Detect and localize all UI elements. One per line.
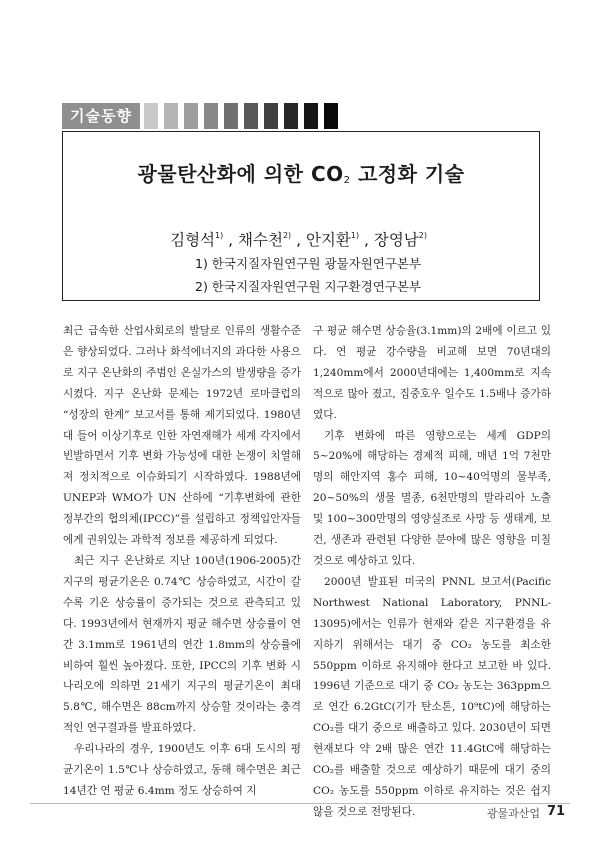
section-label: 기술동향 — [62, 103, 140, 129]
affiliation-2: 2) 한국지질자원연구원 지구환경연구본부 — [195, 279, 422, 294]
author-name: 장영남 — [373, 231, 419, 249]
author-affiliation-mark: 2) — [418, 231, 427, 240]
page-number: 71 — [547, 804, 566, 819]
decorative-square — [304, 103, 318, 129]
paragraph: 최근 지구 온난화로 지난 100년(1906-2005)간 지구의 평균기온은 0.74℃ 상승하였고, 시간이 갈수록 기온 상승률이 증가되는 것으로 관측되고 있다. 1993년에서 현재까지 평균 해수면 상승률이 연간 3.1mm로 1961년의 연간 1.8mm의 상승률에 비하여 훨씬 높아졌다. 또한, IPCC의 기후 변화 시나리오에 의하면 21세기 지구의 평균기온이 최대 5.8℃, 해수면은 88cm까지 상승할 것이라는 충격적인 연구결과를 발표하였다. — [63, 554, 301, 735]
author-list — [170, 228, 427, 250]
decorative-square — [204, 103, 218, 129]
author-separator: , — [291, 231, 306, 249]
decorative-square — [284, 103, 298, 129]
paragraph: 우리나라의 경우, 1900년도 이후 6대 도시의 평균기온이 1.5℃나 상승하였고, 동해 해수면은 최근 14년간 연 평균 6.4mm 정도 상승하여 지 — [63, 743, 301, 797]
affiliation-1: 1) 한국지질자원연구원 광물자원연구본부 — [195, 256, 422, 271]
author-affiliation-mark: 1) — [215, 231, 224, 240]
author-affiliation-mark: 1) — [350, 231, 360, 240]
author-affiliation-mark: 2) — [282, 231, 292, 240]
decorative-square — [264, 103, 278, 129]
paragraph: 기후 변화에 따른 영향으로는 세계 GDP의 5~20%에 해당하는 경제적 피해, 매년 1억 7천만명의 해안지역 홍수 피해, 10~40억명의 물부족, 20~50%의 생물 멸종, 6천만명의 말라리아 노출 및 100~300만명의 영양실조로 사망 등 생태계, 보건, 생존과 관련된 다양한 분야에 많은 영향을 미칠 것으로 예상하고 있다. — [313, 429, 551, 567]
footer-journal-name: 광물과산업 — [486, 807, 540, 820]
body-column-left — [63, 321, 301, 802]
decorative-square — [184, 103, 198, 129]
paragraph: 구 평균 해수면 상승율(3.1mm)의 2배에 이르고 있다. 연 평균 강수량을 비교해 보면 70년대의 1,240mm에서 2000년대에는 1,400mm로 지속적으로 많아 졌고, 집중호우 일수도 1.5배나 증가하였다. — [313, 325, 551, 421]
title-box — [62, 131, 540, 301]
decorative-square — [244, 103, 258, 129]
paragraph: 최근 급속한 산업사회로의 발달로 인류의 생활수준은 향상되었다. 그러나 화석에너지의 과다한 사용으로 지구 온난화의 주범인 온실가스의 발생량을 증가시켰다. 지구 온난화 문제는 1972년 로마클럽의 “성장의 한계” 보고서를 통해 제기되었다. 1980년대 들어 이상기후로 인한 자연재해가 세계 각지에서 빈발하면서 기후 변화 가능성에 대한 논쟁이 치열해져 정치적으로 이슈화되기 시작하였다. 1988년에 UNEP과 WMO가 UN 산하에 “기후변화에 관한 정부간의 협의체(IPCC)”를 설립하고 정책입안자들에게 권위있는 과학적 정보를 제공하게 되었다. — [63, 325, 301, 547]
body-column-right — [313, 321, 551, 823]
author-name: 안지환 — [305, 231, 351, 249]
footer-divider — [30, 803, 570, 804]
author-name: 채수천 — [238, 231, 283, 249]
article-title: 광물탄산화에 의한 $CO_2$ 고정화 기술 — [137, 162, 465, 186]
author-separator: , — [223, 231, 239, 249]
author-name: 김형석 — [170, 231, 216, 249]
decorative-square — [224, 103, 238, 129]
section-header — [62, 103, 344, 129]
decorative-squares — [144, 103, 344, 129]
decorative-square — [144, 103, 158, 129]
decorative-square — [164, 103, 178, 129]
decorative-square — [324, 103, 338, 129]
paragraph: 2000년 발표된 미국의 PNNL 보고서(Pacific Northwest National Laboratory, PNNL-13095)에서는 인류가 현재와 같은 지구환경을 유지하기 위해서는 대기 중 CO₂ 농도를 최소한 550ppm 이하로 유지해야 한다고 보고한 바 있다. 1996년 기준으로 대기 중 CO₂ 농도는 363ppm으로 연간 6.2GtC(기가 탄소톤, 10⁹tC)에 해당하는 CO₂를 대기 중으로 배출하고 있다. 2030년이 되면 현재보다 약 2배 많은 연간 11.4GtC에 해당하는 CO₂를 배출할 것으로 예상하기 때문에 대기 중의 CO₂ 농도를 550ppm 이하로 유지하는 것은 쉽지 않을 것으로 전망된다. — [313, 575, 551, 818]
author-separator: , — [359, 231, 374, 249]
